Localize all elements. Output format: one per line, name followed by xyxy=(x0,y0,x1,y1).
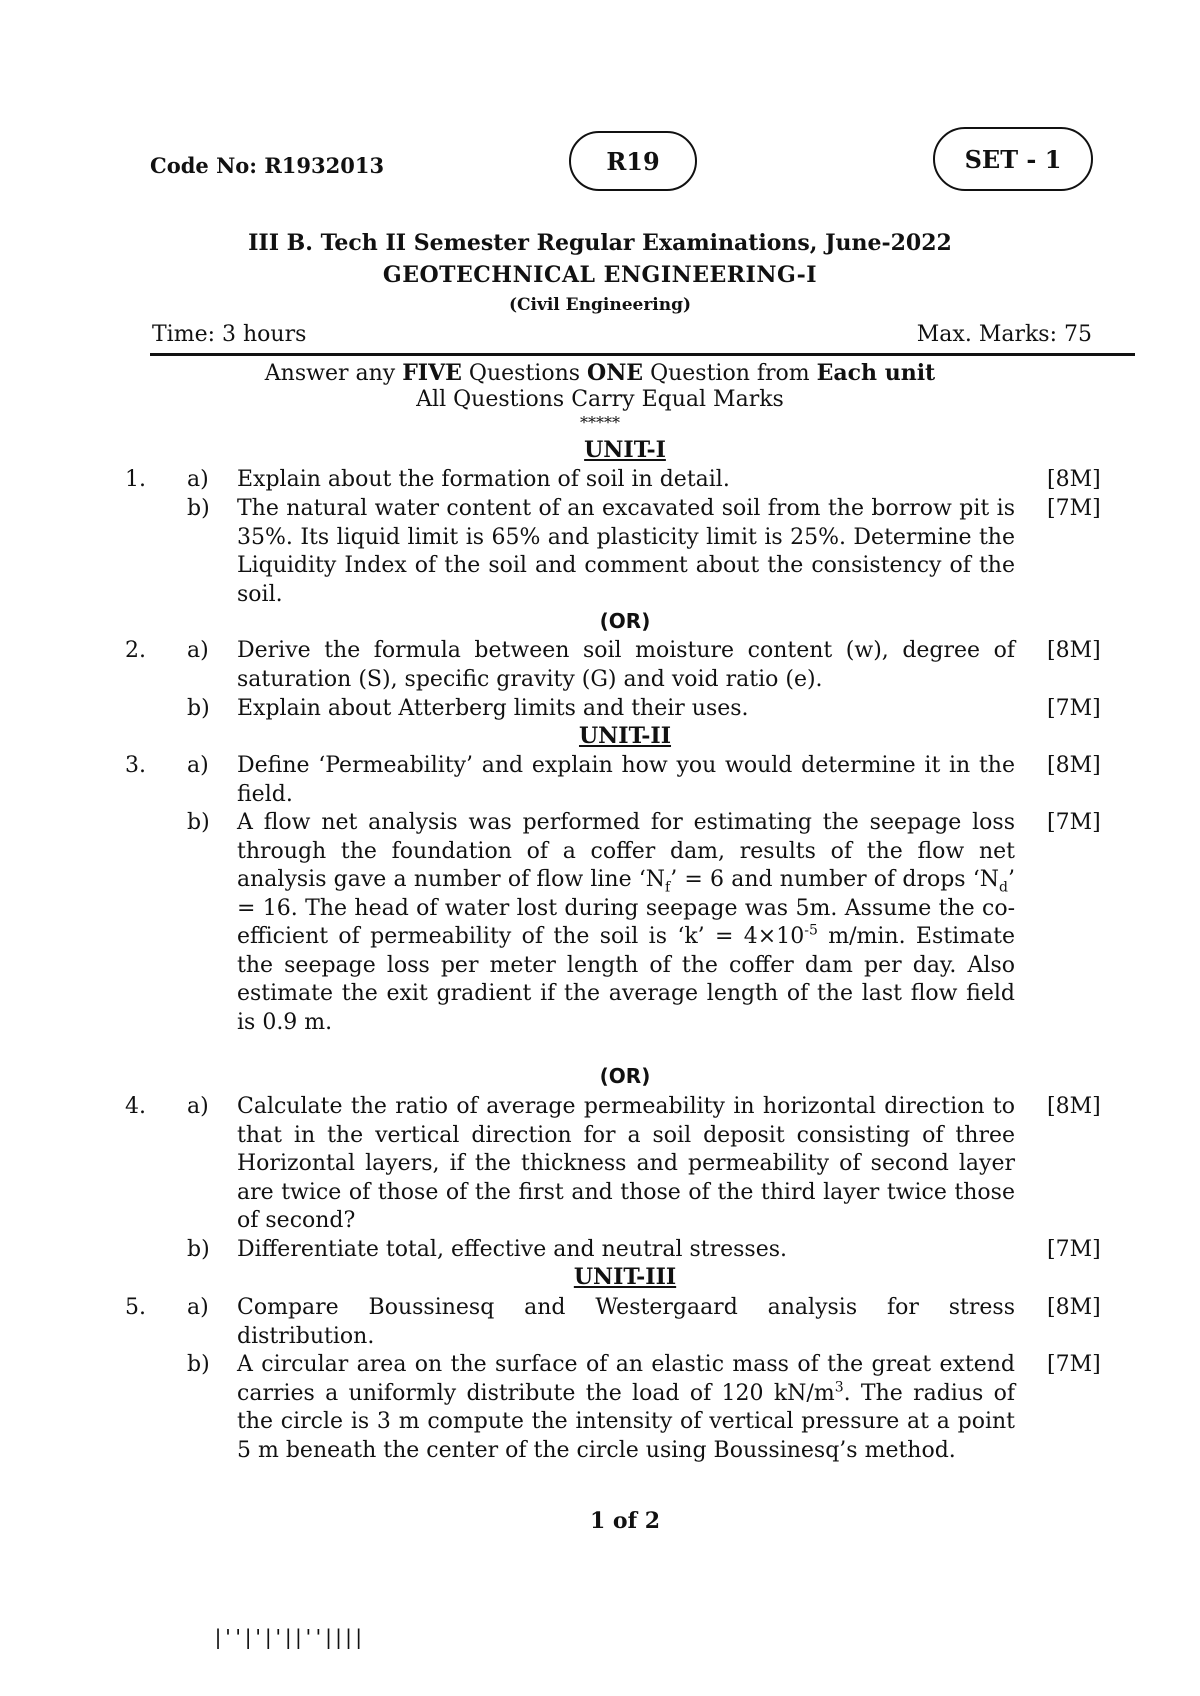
marks-label: [8M] xyxy=(1047,638,1101,663)
text-run: A flow net analysis was performed for estimating the seepage loss through the foundation of a coffer dam, results of the flow net analysis gave a number of flow line ‘N xyxy=(237,810,1015,892)
part-label: a) xyxy=(187,638,209,663)
marks-label: [8M] xyxy=(1047,1295,1101,1320)
branch-name: (Civil Engineering) xyxy=(508,295,692,315)
set-badge: SET - 1 xyxy=(933,127,1093,191)
marks-label: [7M] xyxy=(1047,1237,1101,1262)
marks-label: [7M] xyxy=(1047,1352,1101,1377)
question-text: Calculate the ratio of average permeability in horizontal direction to that in the vertical direction for a soil deposit consisting of three Horizontal layers, if the thickness and permeability of second layer are twice of those of the first and those of the third layer twice those of second? xyxy=(237,1094,1015,1233)
marks-label: [7M] xyxy=(1047,496,1101,521)
code-number: Code No: R1932013 xyxy=(150,153,385,178)
marks-label: [7M] xyxy=(1047,696,1101,721)
question-text: Differentiate total, effective and neutral stresses. xyxy=(237,1237,788,1262)
unit-3-heading: UNIT-III xyxy=(573,1264,677,1290)
part-label: b) xyxy=(187,1352,210,1377)
superscript: 3 xyxy=(834,1379,844,1396)
question-text: Derive the formula between soil moisture content (w), degree of saturation (S), specific gravity (G) and void ratio (e). xyxy=(237,638,1015,692)
instruction-emphasis: FIVE xyxy=(402,360,462,386)
subject-title: GEOTECHNICAL ENGINEERING-I xyxy=(382,262,818,288)
text-run: m/min. Estimate the seepage loss per meter length of the coffer dam per day. Also estimate the exit gradient if the average length of the last flow field is 0.9 m. xyxy=(237,924,1015,1035)
part-label: b) xyxy=(187,810,210,835)
question-number: 4. xyxy=(125,1094,146,1119)
superscript: -5 xyxy=(804,922,818,939)
question-number: 1. xyxy=(125,467,146,492)
question-text: Explain about Atterberg limits and their uses. xyxy=(237,696,749,721)
instruction-emphasis: ONE xyxy=(587,360,644,386)
text-run: ’ = 16. The head of water lost during seepage was 5m. Assume the co-efficient of permeability of the soil is ‘k’ = 4×10 xyxy=(237,867,1015,949)
marks-label: [8M] xyxy=(1047,753,1101,778)
time-duration: Time: 3 hours xyxy=(152,322,307,347)
instruction-line-1 xyxy=(0,360,1200,386)
subscript: d xyxy=(999,879,1008,896)
instruction-text: Question from xyxy=(643,361,817,386)
question-number: 3. xyxy=(125,753,146,778)
text-run: A circular area on the surface of an elastic mass of the great extend carries a uniformly distribute the load of 120 kN/m xyxy=(237,1352,1015,1406)
instruction-emphasis: Each unit xyxy=(816,360,936,386)
question-number: 2. xyxy=(125,638,146,663)
part-label: b) xyxy=(187,1237,210,1262)
part-label: b) xyxy=(187,496,210,521)
or-separator: (OR) xyxy=(599,609,651,633)
text-run: ’ = 6 and number of drops ‘N xyxy=(670,867,1000,892)
part-label: b) xyxy=(187,696,210,721)
unit-2-heading: UNIT-II xyxy=(578,723,672,749)
instruction-line-2: All Questions Carry Equal Marks xyxy=(416,387,784,412)
question-text: The natural water content of an excavated soil from the borrow pit is 35%. Its liquid limit is 65% and plasticity limit is 25%. Determine the Liquidity Index of the soil and comment about the consistency of the soil. xyxy=(237,496,1015,607)
instruction-text: Answer any xyxy=(264,361,403,386)
question-text: Compare Boussinesq and Westergaard analysis for stress distribution. xyxy=(237,1295,1015,1349)
exam-title: III B. Tech II Semester Regular Examinations, June-2022 xyxy=(248,230,952,256)
part-label: a) xyxy=(187,467,209,492)
or-separator: (OR) xyxy=(599,1064,651,1088)
question-text xyxy=(237,809,1015,1037)
page-number: 1 of 2 xyxy=(589,1508,661,1534)
regulation-badge: R19 xyxy=(569,131,697,191)
part-label: a) xyxy=(187,753,209,778)
header-divider xyxy=(150,353,1135,356)
question-text: Define ‘Permeability’ and explain how you would determine it in the field. xyxy=(237,753,1015,807)
max-marks: Max. Marks: 75 xyxy=(916,322,1092,347)
stars-separator: ***** xyxy=(580,413,620,432)
question-number: 5. xyxy=(125,1295,146,1320)
instruction-text: Questions xyxy=(461,361,588,386)
subscript: f xyxy=(665,879,671,896)
question-text xyxy=(237,1351,1015,1465)
text-run: . The radius of the circle is 3 m compute the intensity of vertical pressure at a point 5 m beneath the center of the circle using Boussinesq’s method. xyxy=(237,1380,1015,1463)
marks-label: [8M] xyxy=(1047,1094,1101,1119)
part-label: a) xyxy=(187,1094,209,1119)
time-marks-row xyxy=(152,322,1092,347)
marks-label: [8M] xyxy=(1047,467,1101,492)
part-label: a) xyxy=(187,1295,209,1320)
barcode-text: |''|'|'||''|||| xyxy=(212,1625,363,1649)
unit-1-heading: UNIT-I xyxy=(584,437,666,463)
marks-label: [7M] xyxy=(1047,810,1101,835)
question-text: Explain about the formation of soil in detail. xyxy=(237,467,730,492)
